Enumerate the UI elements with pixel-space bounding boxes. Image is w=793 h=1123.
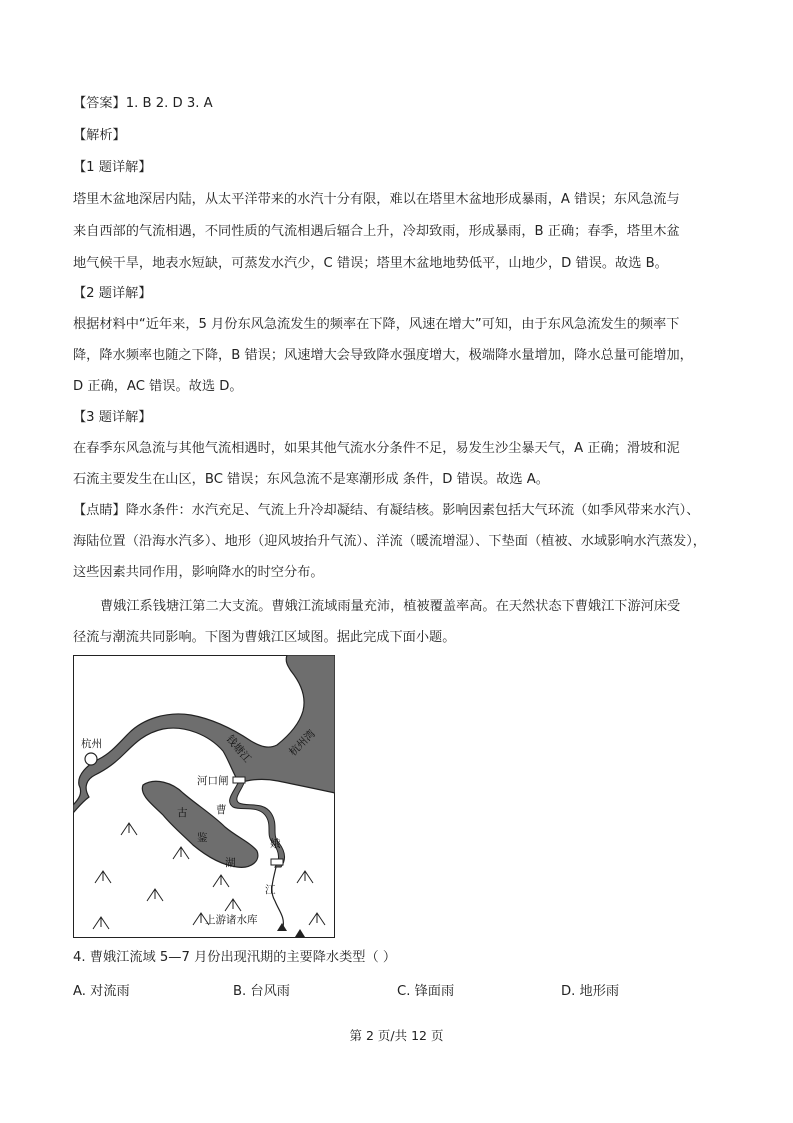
q1-line-1: 塔里木盆地深居内陆，从太平洋带来的水汽十分有限，难以在塔里木盆地形成暴雨，A 错误；东风急流与 <box>73 192 680 207</box>
caoe-char-3: 江 <box>265 884 276 896</box>
question4-stem: 4. 曹娥江流域 5—7 月份出现汛期的主要降水类型（ ） <box>73 950 397 965</box>
q3-line-1: 在春季东风急流与其他气流相遇时，如果其他气流水分条件不足，易发生沙尘暴天气，A 正确；滑坡和泥 <box>73 441 680 456</box>
lake-char-3: 湖 <box>225 857 236 869</box>
label-hangzhou-bay: 杭州湾 <box>286 727 318 759</box>
lake-char-2: 鉴 <box>197 832 208 844</box>
caoe-char-1: 曹 <box>216 804 227 816</box>
label-qiantang-river: 钱塘江 <box>223 733 253 765</box>
intro-line-1: 曹娥江系钱塘江第二大支流。曹娥江流域雨量充沛，植被覆盖率高。在天然状态下曹娥江下游河床受 <box>100 599 681 614</box>
label-hangzhou: 杭州 <box>81 738 102 750</box>
map-frame <box>74 656 335 938</box>
question4-option-a[interactable]: A. 对流雨 <box>73 984 130 999</box>
q3-line-2: 石流主要发生在山区，BC 错误；东风急流不是寒潮形成 条件，D 错误。故选 A。 <box>73 472 549 487</box>
hangzhou-city-icon <box>85 753 97 765</box>
tips-line-2: 海陆位置（沿海水汽多）、地形（迎风坡抬升气流）、洋流（暖流增湿）、下垫面（植被、水域影响水汽蒸发）， <box>73 534 706 549</box>
q1-line-2: 来自西部的气流相遇，不同性质的气流相遇后辐合上升，冷却致雨，形成暴雨，B 正确；春季，塔里木盆 <box>73 224 680 239</box>
q2-line-3: D 正确，AC 错误。故选 D。 <box>73 379 243 394</box>
question4-option-d[interactable]: D. 地形雨 <box>561 984 620 999</box>
q2-title: 【2 题详解】 <box>73 286 152 301</box>
q3-title: 【3 题详解】 <box>73 410 152 425</box>
caoe-char-2: 娥 <box>270 838 281 850</box>
answer-line: 【答案】1. B 2. D 3. A <box>73 96 213 111</box>
page-footer: 第 2 页/共 12 页 <box>349 1028 444 1043</box>
estuary-gate-icon <box>233 777 245 783</box>
tips-line-1: 【点睛】降水条件：水汽充足、气流上升冷却凝结、有凝结核。影响因素包括大气环流（如季风带来水汽）、 <box>73 503 700 518</box>
analysis-header: 【解析】 <box>73 128 126 143</box>
label-estuary-gate: 河口闸 <box>197 775 229 787</box>
q1-line-3: 地气候干旱，地表水短缺，可蒸发水汽少，C 错误；塔里木盆地地势低平，山地少，D 错误。故选 B。 <box>73 256 668 271</box>
question4-option-c[interactable]: C. 锋面雨 <box>397 984 455 999</box>
q1-title: 【1 题详解】 <box>73 160 152 175</box>
label-reservoirs: 上游诸水库 <box>205 914 258 926</box>
tips-line-3: 这些因素共同作用，影响降水的时空分布。 <box>73 565 324 580</box>
q2-line-2: 降，降水频率也随之下降，B 错误；风速增大会导致降水强度增大，极端降水量增加，降水总量可能增加， <box>73 348 693 363</box>
intro-line-2: 径流与潮流共同影响。下图为曹娥江区域图。据此完成下面小题。 <box>73 630 456 645</box>
caoe-river-map <box>73 655 335 938</box>
q2-line-1: 根据材料中“近年来，5 月份东风急流发生的频率在下降，风速在增大”可知，由于东风急流发生的频率下 <box>73 317 680 332</box>
question4-option-b[interactable]: B. 台风雨 <box>233 984 290 999</box>
lake-char-1: 古 <box>177 807 188 819</box>
sluice-gate-icon <box>271 859 283 865</box>
